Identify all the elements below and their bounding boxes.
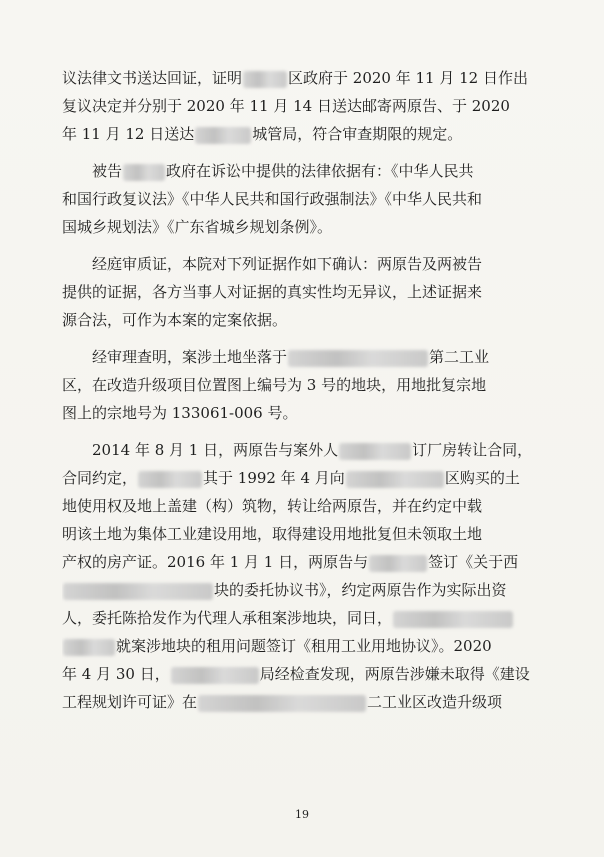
text-line [62,157,542,185]
text-segment: 2014 年 8 月 1 日，两原告与案外人 [92,441,339,459]
redaction-blur [243,71,287,88]
text-line [62,343,542,371]
redaction-blur [63,583,213,600]
text-segment: 城管局，符合审查期限的规定。 [252,125,463,143]
text-segment: 地使用权及地上盖建（构）筑物，转让给两原告，并在约定中载 [62,497,483,515]
text-line [62,464,542,492]
text-line [62,185,542,213]
redaction-blur [195,127,251,144]
text-segment: 局经检查发现，两原告涉嫌未取得《建设 [259,665,530,683]
text-line [62,660,542,688]
text-segment: 工程规划许可证》在 [62,693,198,711]
text-line [62,250,542,278]
text-segment: 和国行政复议法》《中华人民共和国行政强制法》《中华人民共和 [62,190,483,208]
text-line [62,688,542,716]
text-line [62,604,542,632]
text-segment: 被告 [92,162,123,180]
text-line [62,371,542,399]
text-segment: 其于 1992 年 4 月向 [203,469,345,487]
text-line [62,213,542,241]
text-line [62,576,542,604]
text-segment: 国城乡规划法》《广东省城乡规划条例》。 [62,218,333,236]
text-line [62,492,542,520]
text-line [62,278,542,306]
text-line [62,92,542,120]
redaction-blur [346,471,444,488]
text-line [62,520,542,548]
text-segment: 政府在诉讼中提供的法律依据有：《中华人民共 [166,162,474,180]
text-line [62,120,542,148]
text-segment: 产权的房产证。2016 年 1 月 1 日，两原告与 [62,553,369,571]
text-line [62,548,542,576]
redaction-blur [369,555,427,572]
text-segment: 源合法，可作为本案的定案依据。 [62,311,288,329]
document-body [62,64,542,716]
redaction-blur [393,611,513,628]
text-line [62,632,542,660]
text-segment: 议法律文书送达回证，证明 [62,69,243,87]
text-segment: 年 11 月 12 日送达 [62,125,195,143]
text-segment: 区政府于 2020 年 11 月 12 日作出 [288,69,528,87]
text-segment: 图上的宗地号为 133061-006 号。 [62,404,298,422]
redaction-blur [198,695,366,712]
text-line [62,306,542,334]
text-segment: 签订《关于西 [428,553,519,571]
redaction-blur [171,667,259,684]
text-segment: 年 4 月 30 日， [62,665,170,683]
redaction-blur [123,164,165,181]
text-segment: 区购买的土 [444,469,520,487]
redaction-blur [138,471,202,488]
text-segment: 明该土地为集体工业建设用地，取得建设用地批复但未领取土地 [62,525,483,543]
text-segment: 订厂房转让合同， [412,441,533,459]
text-segment: 第二工业 [429,348,490,366]
text-segment: 就案涉地块的租用问题签订《租用工业用地协议》。2020 [116,637,492,655]
text-segment: 人，委托陈拾发作为代理人承租案涉地块，同日， [62,609,393,627]
text-segment: 二工业区改造升级项 [367,693,503,711]
text-segment: 合同约定， [62,469,138,487]
redaction-blur [63,639,115,656]
page-number: 19 [295,808,309,821]
text-segment: 块的委托协议书》，约定两原告作为实际出资 [214,581,507,599]
text-segment: 经审理查明，案涉土地坐落于 [92,348,288,366]
redaction-blur [288,350,428,367]
text-line [62,399,542,427]
text-segment: 经庭审质证，本院对下列证据作如下确认：两原告及两被告 [92,255,483,273]
text-line [62,436,542,464]
text-segment: 提供的证据，各方当事人对证据的真实性均无异议，上述证据来 [62,283,483,301]
redaction-blur [339,443,411,460]
text-segment: 区，在改造升级项目位置图上编号为 3 号的地块，用地批复宗地 [62,376,487,394]
text-segment: 复议决定并分别于 2020 年 11 月 14 日送达邮寄两原告、于 2020 [62,97,510,115]
text-line [62,64,542,92]
